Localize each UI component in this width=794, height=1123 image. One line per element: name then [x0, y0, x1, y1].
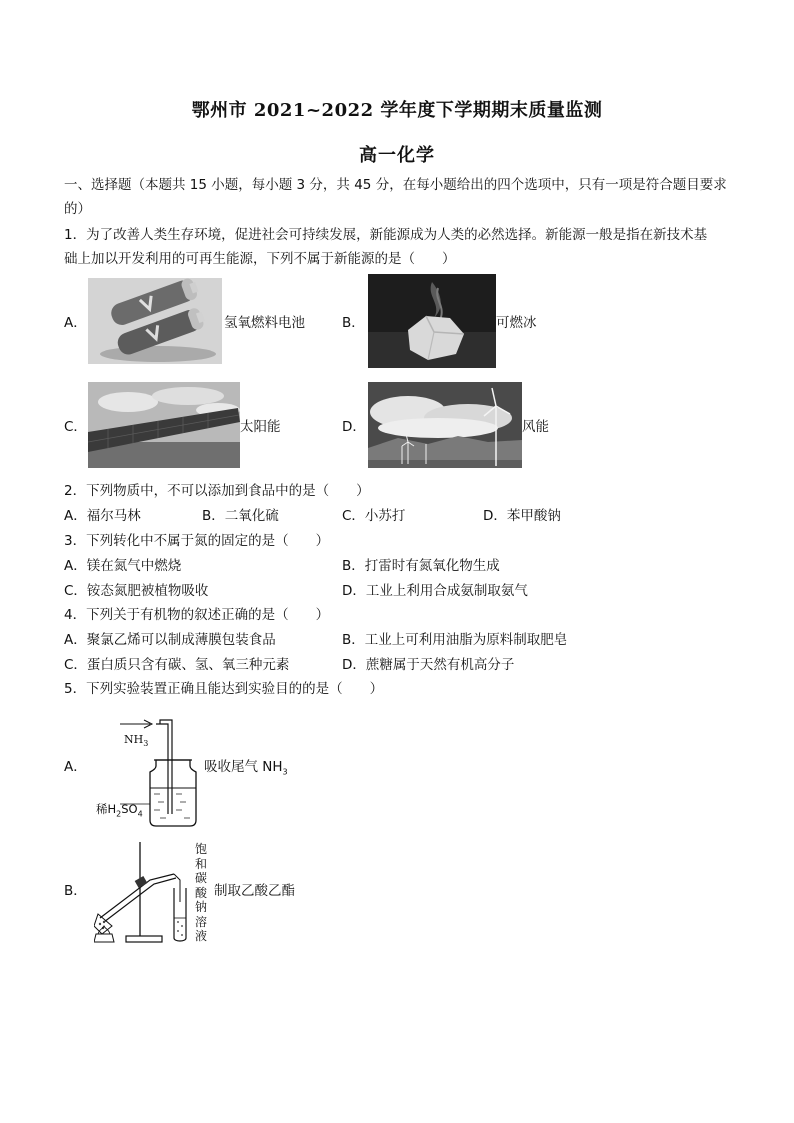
section-heading-cont: 的）: [64, 201, 91, 217]
q3-option-a: A．镁在氮气中燃烧: [64, 558, 182, 574]
battery-image: [88, 278, 222, 364]
q4-option-c: C．蛋白质只含有碳、氢、氧三种元素: [64, 657, 290, 673]
q2-option-d: D．苯甲酸钠: [483, 508, 561, 524]
q4-stem: 4．下列关于有机物的叙述正确的是（ ）: [64, 607, 330, 623]
combustible-ice-image: [368, 274, 496, 368]
q1-option-a-caption: 氢氧燃料电池: [224, 315, 305, 331]
q1-stem-cont: 础上加以开发利用的可再生能源，下列不属于新能源的是（ ）: [64, 251, 456, 267]
q5-option-a-letter: A．: [64, 759, 87, 775]
q5-option-b-letter: B．: [64, 883, 87, 899]
q1-option-b-letter: B．: [342, 315, 365, 331]
dilute-h2so4-label: 稀$H_2SO_4$: [96, 802, 143, 819]
q3-stem: 3．下列转化中不属于氮的固定的是（ ）: [64, 533, 330, 549]
solar-panel-image: [88, 382, 240, 468]
q2-option-a: A．福尔马林: [64, 508, 141, 524]
nh3-gas-label: $NH_3$: [124, 733, 149, 749]
q1-option-a-letter: A．: [64, 315, 87, 331]
q5-stem: 5．下列实验装置正确且能达到实验目的的是（ ）: [64, 681, 384, 697]
q3-option-d: D．工业上利用合成氨制取氨气: [342, 583, 528, 599]
exam-subject: 高一化学: [359, 145, 435, 166]
gas-absorption-apparatus: [110, 716, 200, 828]
q4-option-d: D．蔗糖属于天然有机高分子: [342, 657, 515, 673]
q4-option-a: A．聚氯乙烯可以制成薄膜包装食品: [64, 632, 276, 648]
saturated-na2co3-label: 饱 和 碳 酸 钠 溶 液: [194, 842, 207, 943]
q2-option-c: C．小苏打: [342, 508, 406, 524]
q3-option-c: C．铵态氮肥被植物吸收: [64, 583, 209, 599]
q3-option-b: B．打雷时有氮氧化物生成: [342, 558, 500, 574]
q1-option-d-caption: 风能: [522, 419, 549, 435]
q5-option-a-caption: 吸收尾气 $NH_3$: [204, 759, 288, 777]
q1-stem: 1．为了改善人类生存环境，促进社会可持续发展，新能源成为人类的必然选择。新能源一般是指在新技术基: [64, 227, 708, 243]
esterification-apparatus: [94, 838, 194, 946]
q1-option-b-caption: 可燃冰: [496, 315, 537, 331]
q4-option-b: B．工业上可利用油脂为原料制取肥皂: [342, 632, 568, 648]
q2-stem: 2．下列物质中，不可以添加到食品中的是（ ）: [64, 483, 370, 499]
q1-option-c-letter: C．: [64, 419, 87, 435]
q1-option-c-caption: 太阳能: [240, 419, 281, 435]
wind-turbine-image: [368, 382, 522, 468]
q2-option-b: B．二氧化硫: [202, 508, 279, 524]
q1-option-d-letter: D．: [342, 419, 366, 435]
section-heading: 一、选择题（本题共 15 小题，每小题 3 分，共 45 分，在每小题给出的四个选项中，只有一项是符合题目要求: [64, 177, 727, 193]
exam-title: 鄂州市 2021~2022 学年度下学期期末质量监测: [191, 100, 603, 121]
q5-option-b-caption: 制取乙酸乙酯: [214, 883, 295, 899]
